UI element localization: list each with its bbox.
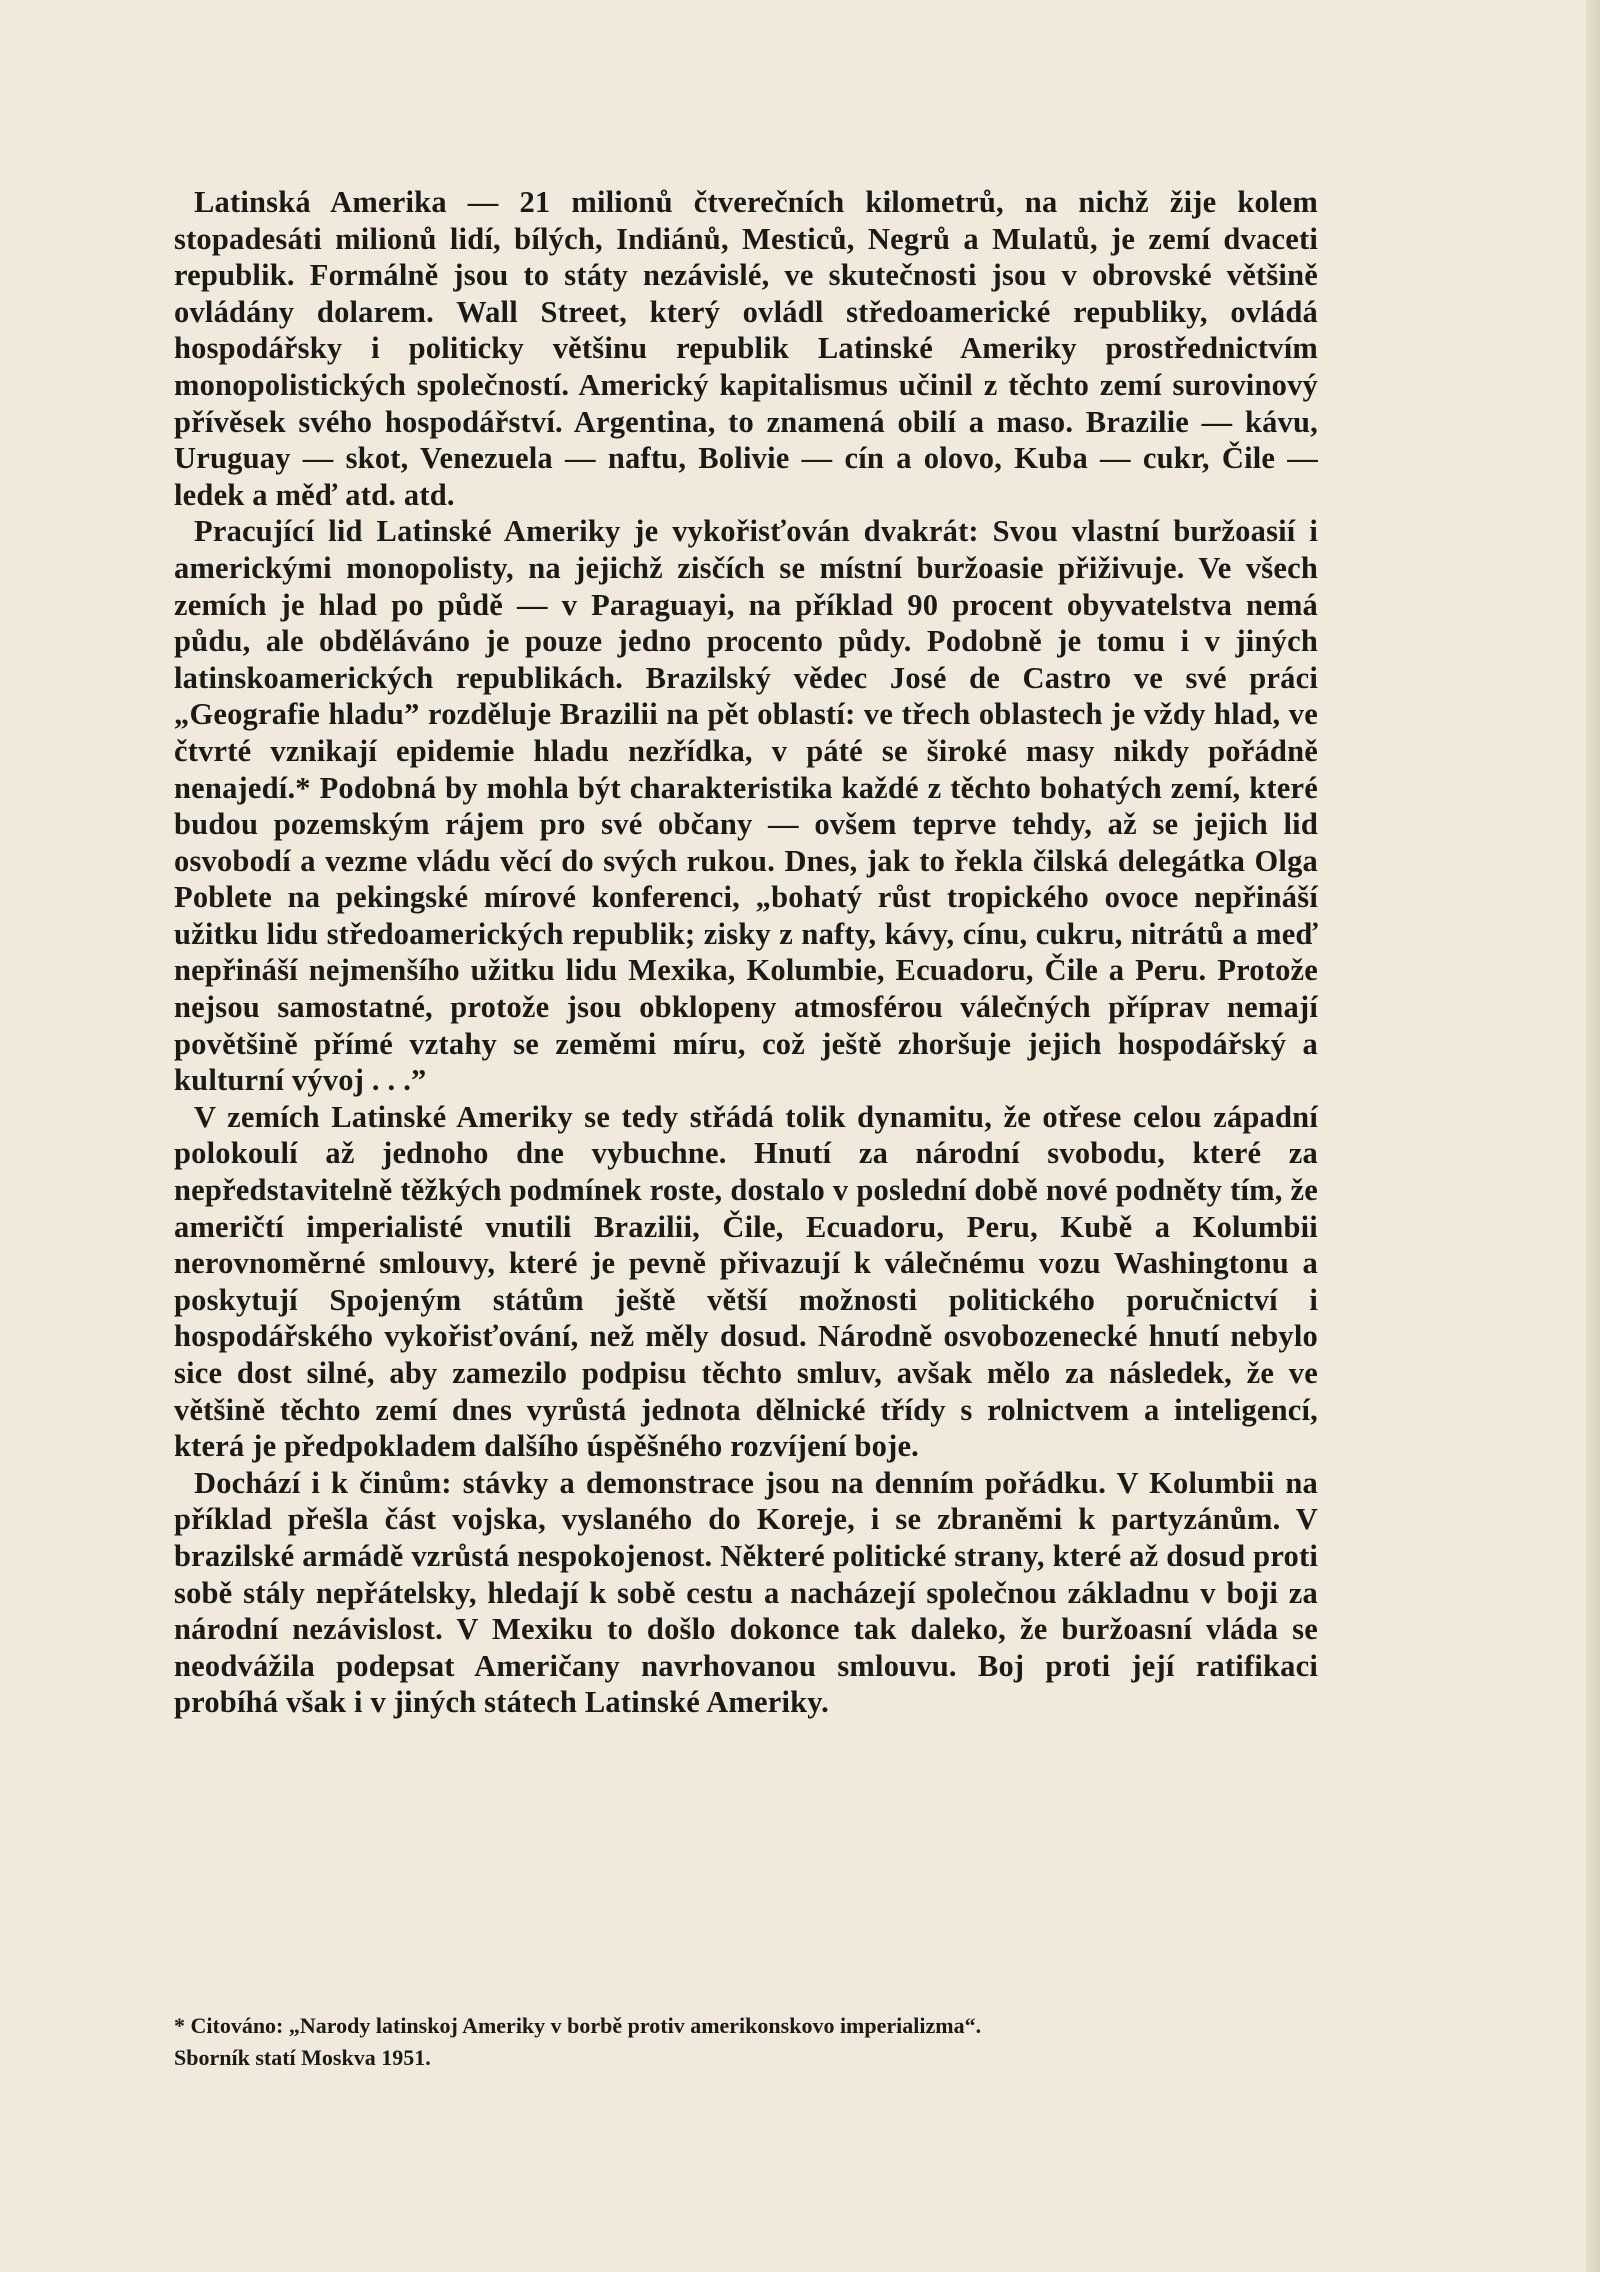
paragraph-3: V zemích Latinské Ameriky se tedy střádá tolik dynamitu, že otřese celou západní polokoulí až jednoho dne vybuchne. Hnutí za národní svobodu, které za nepředstavitelně těžkých podmínek roste, dostalo v poslední době nové podněty tím, že američtí imperialisté vnutili Brazilii, Čile, Ecuadoru, Peru, Kubě a Kolumbii nerovnoměrné smlouvy, které je pevně přivazují k válečnému vozu Washingtonu a poskytují Spojeným státům ještě větší možnosti politického poručnictví i hospodářského vykořisťování, než měly dosud. Národně osvobozenecké hnutí nebylo sice dost silné, aby zamezilo podpisu těchto smluv, avšak mělo za následek, že ve většině těchto zemí dnes vyrůstá jednota dělnické třídy s rolnictvem a inteligencí, která je předpokladem dalšího úspěšného rozvíjení boje.: [174, 1099, 1318, 1464]
footnote-line-1: * Citováno: „Narody latinskoj Ameriky v borbě protiv amerikonskovo imperializma“.: [174, 2013, 982, 2038]
page-edge: [1586, 0, 1600, 2272]
paragraph-1: Latinská Amerika — 21 milionů čtverečních kilometrů, na nichž žije kolem stopadesáti milionů lidí, bílých, Indiánů, Mesticů, Negrů a Mulatů, je zemí dvaceti republik. Formálně jsou to státy nezávislé, ve skutečnosti jsou v obrovské většině ovládány dolarem. Wall Street, který ovládl středoamerické republiky, ovládá hospodářsky i politicky většinu republik Latinské Ameriky prostřednictvím monopolistických společností. Americký kapitalismus učinil z těchto zemí surovinový přívěsek svého hospodářství. Argentina, to znamená obilí a maso. Brazilie — kávu, Uruguay — skot, Venezuela — naftu, Bolivie — cín a olovo, Kuba — cukr, Čile — ledek a měď atd. atd.: [174, 185, 1318, 512]
footnote: [174, 2010, 1318, 2074]
footnote-line-2: Sborník statí Moskva 1951.: [174, 2045, 431, 2070]
paragraph-4: Dochází i k činům: stávky a demonstrace jsou na denním pořádku. V Kolumbii na příklad přešla část vojska, vyslaného do Koreje, i se zbraněmi k partyzánům. V brazilské armádě vzrůstá nespokojenost. Některé politické strany, které až dosud proti sobě stály nepřátelsky, hledají k sobě cestu a nacházejí společnou základnu v boji za národní nezávislost. V Mexiku to došlo dokonce tak daleko, že buržoasní vláda se neodvážila podepsat Američany navrhovanou smlouvu. Boj proti její ratifikaci probíhá však i v jiných státech Latinské Ameriky.: [174, 1465, 1318, 1720]
body-text: [174, 184, 1318, 1721]
paragraph-2: Pracující lid Latinské Ameriky je vykořisťován dvakrát: Svou vlastní buržoasií i americkými monopolisty, na jejichž zisčích se místní buržoasie přiživuje. Ve všech zemích je hlad po půdě — v Paraguayi, na příklad 90 procent obyvatelstva nemá půdu, ale obděláváno je pouze jedno procento půdy. Podobně je tomu i v jiných latinskoamerických republikách. Brazilský vědec José de Castro ve své práci „Geografie hladu” rozděluje Brazilii na pět oblastí: ve třech oblastech je vždy hlad, ve čtvrté vznikají epidemie hladu nezřídka, v páté se široké masy nikdy pořádně nenajedí.* Podobná by mohla být charakteristika každé z těchto bohatých zemí, které budou pozemským rájem pro své občany — ovšem teprve tehdy, až se jejich lid osvobodí a vezme vládu věcí do svých rukou. Dnes, jak to řekla čilská delegátka Olga Poblete na pekingské mírové konferenci, „bohatý růst tropického ovoce nepřináší užitku lidu středoamerických republik; zisky z nafty, kávy, cínu, cukru, nitrátů a meď nepřináší nejmenšího užitku lidu Mexika, Kolumbie, Ecuadoru, Čile a Peru. Protože nejsou samostatné, protože jsou obklopeny atmosférou válečných příprav nemají povětšině přímé vztahy se zeměmi míru, což ještě zhoršuje jejich hospodářský a kulturní vývoj . . .”: [174, 514, 1318, 1098]
